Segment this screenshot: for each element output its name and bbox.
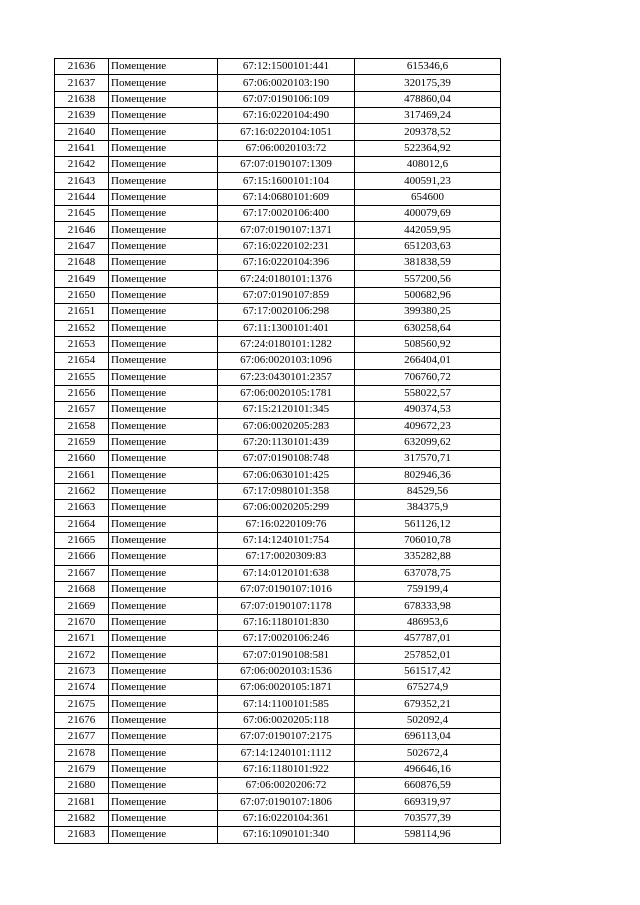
cadastral-value-cell: 561517,42 [355,663,501,679]
cadastral-number-cell: 67:06:0020206:72 [218,778,355,794]
table-row [55,549,501,565]
cadastral-value-cell: 266404,01 [355,353,501,369]
row-number-cell: 21670 [55,614,109,630]
cadastral-value-cell: 696113,04 [355,729,501,745]
object-type-cell: Помещение [109,794,218,810]
object-type-cell: Помещение [109,59,218,75]
cadastral-number-cell: 67:17:0020106:246 [218,631,355,647]
row-number-cell: 21643 [55,173,109,189]
cadastral-value-cell: 660876,59 [355,778,501,794]
table-row [55,778,501,794]
object-type-cell: Помещение [109,810,218,826]
row-number-cell: 21677 [55,729,109,745]
row-number-cell: 21678 [55,745,109,761]
table-row [55,827,501,843]
object-type-cell: Помещение [109,369,218,385]
row-number-cell: 21641 [55,140,109,156]
cadastral-value-cell: 335282,88 [355,549,501,565]
cadastral-number-cell: 67:17:0020106:400 [218,206,355,222]
row-number-cell: 21637 [55,75,109,91]
row-number-cell: 21674 [55,680,109,696]
cadastral-value-cell: 637078,75 [355,565,501,581]
table-row [55,663,501,679]
row-number-cell: 21645 [55,206,109,222]
cadastral-number-cell: 67:14:1100101:585 [218,696,355,712]
object-type-cell: Помещение [109,712,218,728]
object-type-cell: Помещение [109,500,218,516]
table-row [55,647,501,663]
object-type-cell: Помещение [109,598,218,614]
table-row [55,255,501,271]
object-type-cell: Помещение [109,516,218,532]
object-type-cell: Помещение [109,75,218,91]
cadastral-value-cell: 557200,56 [355,271,501,287]
cadastral-value-cell: 400079,69 [355,206,501,222]
cadastral-value-cell: 257852,01 [355,647,501,663]
object-type-cell: Помещение [109,532,218,548]
table-row [55,598,501,614]
cadastral-number-cell: 67:15:1600101:104 [218,173,355,189]
cadastral-value-cell: 496646,16 [355,761,501,777]
row-number-cell: 21653 [55,336,109,352]
cadastral-number-cell: 67:06:0630101:425 [218,467,355,483]
row-number-cell: 21668 [55,582,109,598]
table-row [55,402,501,418]
cadastral-number-cell: 67:17:0980101:358 [218,483,355,499]
cadastral-number-cell: 67:16:1090101:340 [218,827,355,843]
cadastral-number-cell: 67:16:0220104:361 [218,810,355,826]
table-row [55,451,501,467]
object-type-cell: Помещение [109,483,218,499]
row-number-cell: 21659 [55,434,109,450]
cadastral-value-cell: 706010,78 [355,532,501,548]
table-body [55,59,501,844]
row-number-cell: 21680 [55,778,109,794]
cadastral-value-cell: 759199,4 [355,582,501,598]
row-number-cell: 21664 [55,516,109,532]
cadastral-value-cell: 399380,25 [355,304,501,320]
object-type-cell: Помещение [109,353,218,369]
cadastral-number-cell: 67:07:0190107:1178 [218,598,355,614]
row-number-cell: 21636 [55,59,109,75]
cadastral-value-cell: 500682,96 [355,287,501,303]
cadastral-number-cell: 67:17:0020309:83 [218,549,355,565]
object-type-cell: Помещение [109,320,218,336]
cadastral-value-cell: 317469,24 [355,108,501,124]
cadastral-value-cell: 400591,23 [355,173,501,189]
row-number-cell: 21679 [55,761,109,777]
cadastral-value-cell: 522364,92 [355,140,501,156]
table-row [55,516,501,532]
object-type-cell: Помещение [109,761,218,777]
cadastral-number-cell: 67:06:0020103:1096 [218,353,355,369]
cadastral-value-cell: 478860,04 [355,91,501,107]
row-number-cell: 21662 [55,483,109,499]
cadastral-number-cell: 67:07:0190108:581 [218,647,355,663]
cadastral-value-cell: 486953,6 [355,614,501,630]
row-number-cell: 21652 [55,320,109,336]
cadastral-value-cell: 651203,63 [355,238,501,254]
table-row [55,385,501,401]
object-type-cell: Помещение [109,108,218,124]
object-type-cell: Помещение [109,663,218,679]
table-row [55,696,501,712]
object-type-cell: Помещение [109,385,218,401]
table-row [55,745,501,761]
cadastral-value-cell: 502672,4 [355,745,501,761]
row-number-cell: 21661 [55,467,109,483]
cadastral-value-cell: 615346,6 [355,59,501,75]
object-type-cell: Помещение [109,827,218,843]
object-type-cell: Помещение [109,287,218,303]
table-row [55,304,501,320]
row-number-cell: 21663 [55,500,109,516]
cadastral-number-cell: 67:24:0180101:1282 [218,336,355,352]
row-number-cell: 21638 [55,91,109,107]
cadastral-value-cell: 669319,97 [355,794,501,810]
cadastral-number-cell: 67:16:0220104:396 [218,255,355,271]
table-row [55,222,501,238]
object-type-cell: Помещение [109,582,218,598]
cadastral-number-cell: 67:06:0020105:1781 [218,385,355,401]
table-row [55,238,501,254]
row-number-cell: 21683 [55,827,109,843]
cadastral-value-table [54,58,501,844]
object-type-cell: Помещение [109,549,218,565]
cadastral-value-cell: 209378,52 [355,124,501,140]
cadastral-value-cell: 384375,9 [355,500,501,516]
cadastral-number-cell: 67:20:1130101:439 [218,434,355,450]
row-number-cell: 21650 [55,287,109,303]
cadastral-number-cell: 67:15:2120101:345 [218,402,355,418]
cadastral-value-cell: 508560,92 [355,336,501,352]
table-row [55,353,501,369]
object-type-cell: Помещение [109,271,218,287]
table-row [55,59,501,75]
cadastral-number-cell: 67:07:0190107:1016 [218,582,355,598]
cadastral-number-cell: 67:14:1240101:1112 [218,745,355,761]
cadastral-number-cell: 67:07:0190107:1309 [218,157,355,173]
cadastral-value-cell: 630258,64 [355,320,501,336]
object-type-cell: Помещение [109,173,218,189]
row-number-cell: 21660 [55,451,109,467]
cadastral-number-cell: 67:06:0020205:118 [218,712,355,728]
row-number-cell: 21681 [55,794,109,810]
table-row [55,467,501,483]
cadastral-value-cell: 320175,39 [355,75,501,91]
row-number-cell: 21671 [55,631,109,647]
row-number-cell: 21657 [55,402,109,418]
object-type-cell: Помещение [109,402,218,418]
object-type-cell: Помещение [109,467,218,483]
row-number-cell: 21658 [55,418,109,434]
cadastral-number-cell: 67:14:0680101:609 [218,189,355,205]
object-type-cell: Помещение [109,206,218,222]
object-type-cell: Помещение [109,222,218,238]
object-type-cell: Помещение [109,631,218,647]
table-row [55,794,501,810]
row-number-cell: 21648 [55,255,109,271]
cadastral-value-cell: 703577,39 [355,810,501,826]
object-type-cell: Помещение [109,434,218,450]
table-row [55,206,501,222]
table-row [55,712,501,728]
table-row [55,680,501,696]
row-number-cell: 21651 [55,304,109,320]
cadastral-number-cell: 67:16:0220102:231 [218,238,355,254]
cadastral-value-cell: 802946,36 [355,467,501,483]
row-number-cell: 21655 [55,369,109,385]
table-row [55,140,501,156]
cadastral-value-cell: 675274,9 [355,680,501,696]
row-number-cell: 21656 [55,385,109,401]
cadastral-value-cell: 598114,96 [355,827,501,843]
row-number-cell: 21672 [55,647,109,663]
object-type-cell: Помещение [109,696,218,712]
row-number-cell: 21673 [55,663,109,679]
cadastral-number-cell: 67:16:0220109:76 [218,516,355,532]
cadastral-number-cell: 67:06:0020205:299 [218,500,355,516]
cadastral-value-cell: 558022,57 [355,385,501,401]
object-type-cell: Помещение [109,680,218,696]
cadastral-number-cell: 67:14:0120101:638 [218,565,355,581]
cadastral-value-cell: 654600 [355,189,501,205]
object-type-cell: Помещение [109,647,218,663]
cadastral-value-cell: 706760,72 [355,369,501,385]
cadastral-value-cell: 409672,23 [355,418,501,434]
object-type-cell: Помещение [109,91,218,107]
object-type-cell: Помещение [109,565,218,581]
cadastral-number-cell: 67:16:1180101:830 [218,614,355,630]
table-row [55,565,501,581]
cadastral-number-cell: 67:07:0190107:859 [218,287,355,303]
object-type-cell: Помещение [109,255,218,271]
table-row [55,434,501,450]
cadastral-number-cell: 67:06:0020103:1536 [218,663,355,679]
object-type-cell: Помещение [109,451,218,467]
table-row [55,271,501,287]
table-row [55,336,501,352]
cadastral-value-cell: 561126,12 [355,516,501,532]
cadastral-number-cell: 67:07:0190107:1371 [218,222,355,238]
object-type-cell: Помещение [109,745,218,761]
cadastral-number-cell: 67:07:0190108:748 [218,451,355,467]
table-row [55,483,501,499]
table-row [55,500,501,516]
row-number-cell: 21644 [55,189,109,205]
object-type-cell: Помещение [109,189,218,205]
table-row [55,631,501,647]
row-number-cell: 21649 [55,271,109,287]
cadastral-number-cell: 67:11:1300101:401 [218,320,355,336]
table-row [55,418,501,434]
row-number-cell: 21682 [55,810,109,826]
cadastral-number-cell: 67:07:0190107:1806 [218,794,355,810]
cadastral-value-cell: 502092,4 [355,712,501,728]
table-row [55,287,501,303]
table-row [55,761,501,777]
row-number-cell: 21654 [55,353,109,369]
object-type-cell: Помещение [109,304,218,320]
cadastral-value-cell: 679352,21 [355,696,501,712]
table-row [55,124,501,140]
table-row [55,320,501,336]
cadastral-number-cell: 67:06:0020205:283 [218,418,355,434]
table-row [55,108,501,124]
table-row [55,173,501,189]
cadastral-number-cell: 67:16:0220104:1051 [218,124,355,140]
object-type-cell: Помещение [109,238,218,254]
cadastral-number-cell: 67:07:0190106:109 [218,91,355,107]
cadastral-number-cell: 67:16:1180101:922 [218,761,355,777]
row-number-cell: 21675 [55,696,109,712]
object-type-cell: Помещение [109,614,218,630]
object-type-cell: Помещение [109,729,218,745]
table-row [55,729,501,745]
row-number-cell: 21642 [55,157,109,173]
cadastral-value-cell: 632099,62 [355,434,501,450]
object-type-cell: Помещение [109,778,218,794]
cadastral-value-cell: 442059,95 [355,222,501,238]
row-number-cell: 21639 [55,108,109,124]
cadastral-number-cell: 67:12:1500101:441 [218,59,355,75]
table-row [55,157,501,173]
cadastral-number-cell: 67:06:0020105:1871 [218,680,355,696]
cadastral-value-cell: 381838,59 [355,255,501,271]
cadastral-value-cell: 678333,98 [355,598,501,614]
cadastral-number-cell: 67:23:0430101:2357 [218,369,355,385]
cadastral-number-cell: 67:06:0020103:190 [218,75,355,91]
table-row [55,369,501,385]
table-row [55,189,501,205]
row-number-cell: 21647 [55,238,109,254]
cadastral-number-cell: 67:06:0020103:72 [218,140,355,156]
cadastral-number-cell: 67:16:0220104:490 [218,108,355,124]
cadastral-number-cell: 67:24:0180101:1376 [218,271,355,287]
row-number-cell: 21665 [55,532,109,548]
cadastral-value-cell: 317570,71 [355,451,501,467]
cadastral-number-cell: 67:17:0020106:298 [218,304,355,320]
cadastral-value-cell: 408012,6 [355,157,501,173]
object-type-cell: Помещение [109,124,218,140]
object-type-cell: Помещение [109,157,218,173]
row-number-cell: 21676 [55,712,109,728]
object-type-cell: Помещение [109,418,218,434]
row-number-cell: 21646 [55,222,109,238]
cadastral-value-cell: 490374,53 [355,402,501,418]
row-number-cell: 21667 [55,565,109,581]
row-number-cell: 21666 [55,549,109,565]
object-type-cell: Помещение [109,140,218,156]
cadastral-number-cell: 67:07:0190107:2175 [218,729,355,745]
table-row [55,582,501,598]
table-row [55,91,501,107]
cadastral-number-cell: 67:14:1240101:754 [218,532,355,548]
object-type-cell: Помещение [109,336,218,352]
row-number-cell: 21669 [55,598,109,614]
cadastral-value-cell: 84529,56 [355,483,501,499]
table-row [55,810,501,826]
table-row [55,614,501,630]
table-row [55,532,501,548]
cadastral-value-cell: 457787,01 [355,631,501,647]
table-row [55,75,501,91]
row-number-cell: 21640 [55,124,109,140]
